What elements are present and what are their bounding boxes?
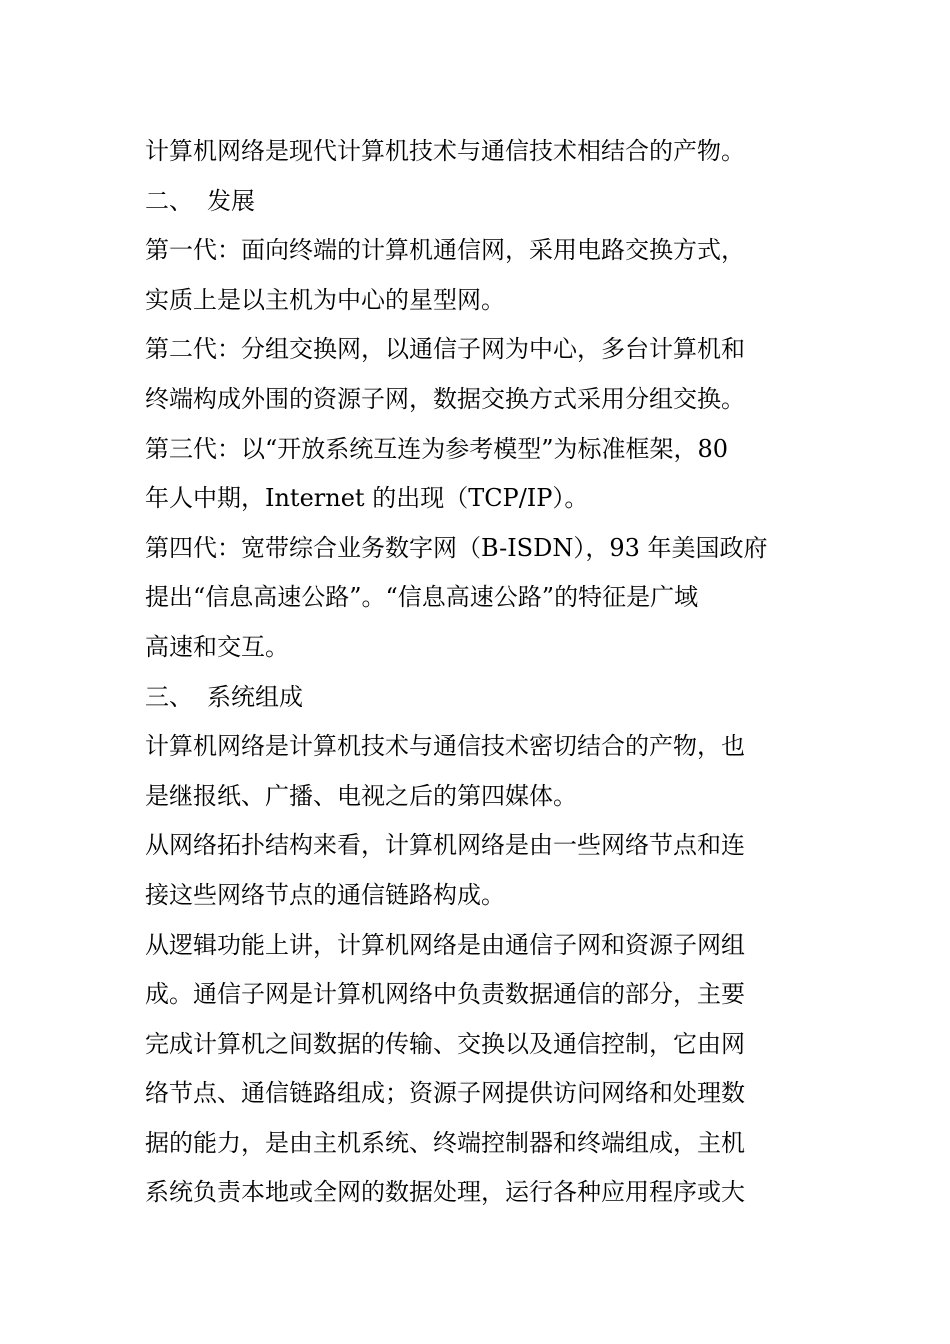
paragraph-line: 从逻辑功能上讲，计算机网络是由通信子网和资源子网组 — [145, 930, 745, 959]
section-heading-development — [145, 177, 810, 227]
paragraph-line: 实质上是以主机为中心的星型网。 — [145, 285, 505, 314]
section-heading-system-composition — [145, 673, 810, 723]
paragraph-line: 据的能力，是由主机系统、终端控制器和终端组成，主机 — [145, 1128, 745, 1157]
section-title: 发展 — [207, 186, 255, 215]
paragraph-line: 成。通信子网是计算机网络中负责数据通信的部分，主要 — [145, 980, 745, 1009]
paragraph-line: 高速和交互。 — [145, 632, 289, 661]
paragraph-line: 年人中期，Internet 的出现（TCP/IP）。 — [145, 484, 589, 513]
paragraph-line: 第三代：以“开放系统互连为参考模型”为标准框架，80 — [145, 434, 729, 463]
section-number: 三、 — [145, 682, 193, 711]
paragraph-line: 接这些网络节点的通信链路构成。 — [145, 880, 505, 909]
paragraph-line: 计算机网络是计算机技术与通信技术密切结合的产物，也 — [145, 732, 745, 761]
document-body — [145, 127, 810, 1218]
paragraph-line: 第四代：宽带综合业务数字网（B-ISDN），93 年美国政府 — [145, 533, 768, 562]
paragraph-line: 第二代：分组交换网，以通信子网为中心，多台计算机和 — [145, 335, 745, 364]
paragraph-line: 计算机网络是现代计算机技术与通信技术相结合的产物。 — [145, 137, 745, 165]
paragraph-line: 提出“信息高速公路”。“信息高速公路”的特征是广域 — [145, 583, 699, 612]
paragraph-line: 终端构成外围的资源子网，数据交换方式采用分组交换。 — [145, 384, 745, 413]
paragraph-line: 完成计算机之间数据的传输、交换以及通信控制，它由网 — [145, 1029, 745, 1058]
paragraph-line: 络节点、通信链路组成；资源子网提供访问网络和处理数 — [145, 1079, 745, 1108]
paragraph-line: 第一代：面向终端的计算机通信网，采用电路交换方式， — [145, 236, 745, 265]
section-number: 二、 — [145, 186, 193, 215]
paragraph-line: 从网络拓扑结构来看，计算机网络是由一些网络节点和连 — [145, 831, 745, 860]
paragraph-line: 系统负责本地或全网的数据处理，运行各种应用程序或大 — [145, 1178, 745, 1207]
section-title: 系统组成 — [207, 682, 303, 711]
paragraph-line: 是继报纸、广播、电视之后的第四媒体。 — [145, 781, 577, 810]
